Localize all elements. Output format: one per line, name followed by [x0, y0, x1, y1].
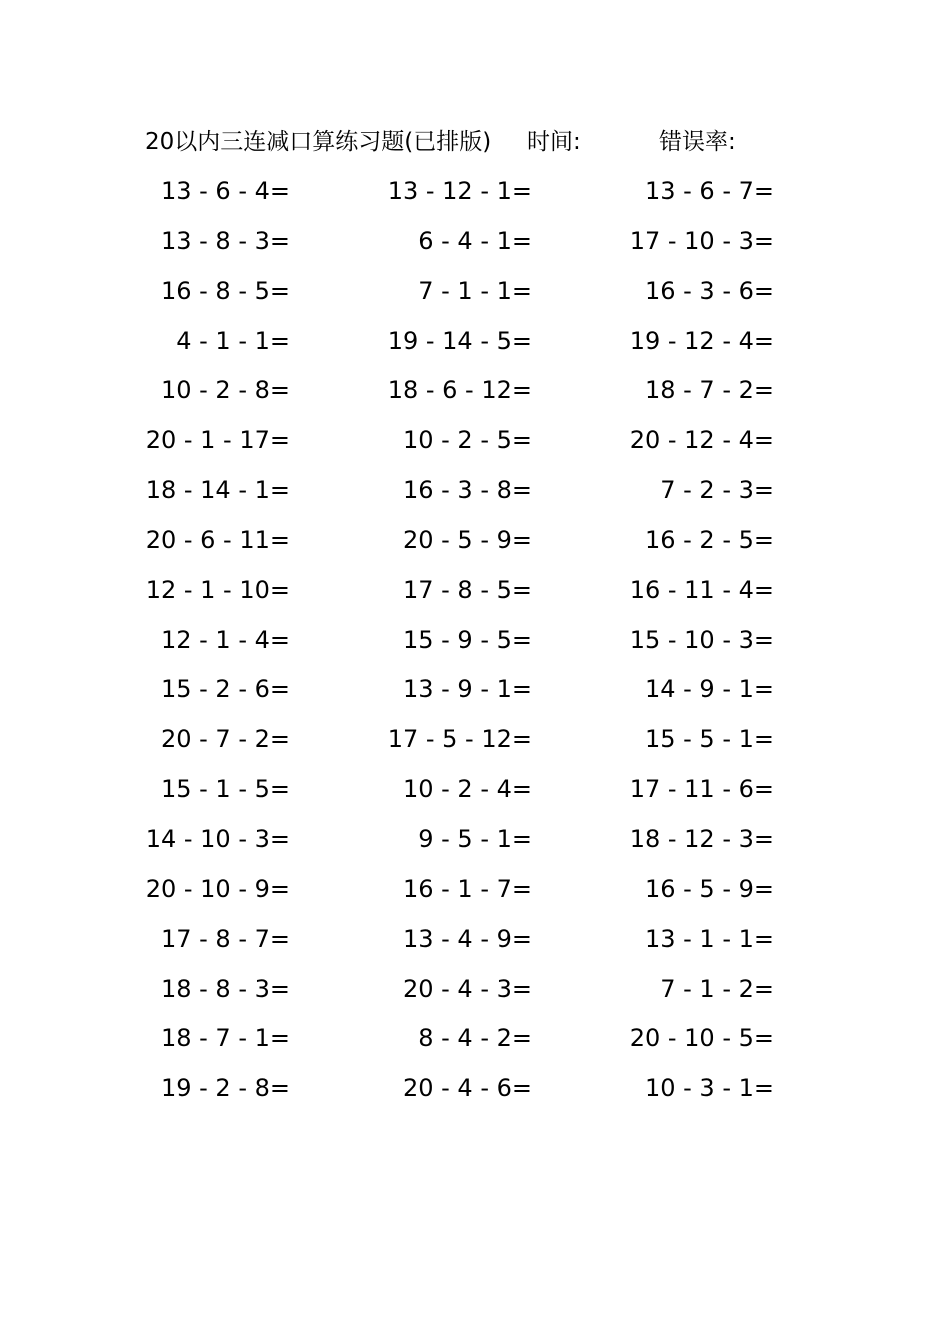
problem-item: 7 - 2 - 3= [660, 476, 774, 505]
problem-item: 16 - 8 - 5= [160, 276, 290, 305]
problem-row [0, 719, 950, 769]
problem-row [0, 171, 950, 221]
problem-item: 20 - 10 - 5= [629, 1024, 774, 1053]
problem-item: 17 - 8 - 7= [160, 924, 290, 953]
problem-item: 9 - 5 - 1= [418, 824, 532, 853]
problem-item: 6 - 4 - 1= [418, 226, 532, 255]
problem-row [0, 420, 950, 470]
problem-item: 15 - 9 - 5= [402, 625, 532, 654]
problem-item: 19 - 12 - 4= [629, 326, 774, 355]
problem-row [0, 620, 950, 670]
problem-row [0, 520, 950, 570]
error-rate-label: 错误率: [659, 129, 736, 155]
problem-row [0, 969, 950, 1019]
problem-item: 18 - 8 - 3= [160, 974, 290, 1003]
problem-item: 13 - 1 - 1= [644, 924, 774, 953]
problem-item: 13 - 8 - 3= [160, 226, 290, 255]
problem-item: 13 - 6 - 7= [644, 177, 774, 205]
problem-item: 15 - 2 - 6= [160, 675, 290, 704]
problem-item: 14 - 9 - 1= [644, 675, 774, 704]
problem-item: 17 - 10 - 3= [629, 226, 774, 255]
problem-row [0, 769, 950, 819]
problem-item: 18 - 6 - 12= [387, 376, 532, 405]
worksheet-header [145, 122, 845, 162]
problem-item: 13 - 9 - 1= [402, 675, 532, 704]
problem-item: 16 - 3 - 8= [402, 476, 532, 505]
problem-item: 16 - 1 - 7= [402, 874, 532, 903]
problem-item: 8 - 4 - 2= [418, 1024, 532, 1053]
problem-row [0, 570, 950, 620]
problem-item: 12 - 1 - 10= [145, 575, 290, 604]
problem-row [0, 869, 950, 919]
problem-item: 12 - 1 - 4= [160, 625, 290, 654]
problem-item: 14 - 10 - 3= [145, 824, 290, 853]
problem-item: 20 - 6 - 11= [145, 525, 290, 554]
problem-item: 18 - 12 - 3= [629, 824, 774, 853]
problem-item: 16 - 11 - 4= [629, 575, 774, 604]
problem-item: 13 - 12 - 1= [387, 177, 532, 205]
problem-item: 15 - 5 - 1= [644, 725, 774, 754]
problem-row [0, 321, 950, 371]
problem-row [0, 1068, 950, 1118]
problem-grid [0, 171, 950, 1118]
problem-item: 13 - 6 - 4= [160, 177, 290, 205]
problem-item: 15 - 1 - 5= [160, 775, 290, 804]
problem-item: 17 - 11 - 6= [629, 775, 774, 804]
problem-row [0, 370, 950, 420]
problem-item: 20 - 4 - 3= [402, 974, 532, 1003]
problem-item: 17 - 5 - 12= [387, 725, 532, 754]
problem-item: 19 - 2 - 8= [160, 1074, 290, 1103]
problem-item: 10 - 2 - 5= [402, 426, 532, 455]
problem-item: 20 - 4 - 6= [402, 1074, 532, 1103]
problem-row [0, 919, 950, 969]
problem-item: 20 - 1 - 17= [145, 426, 290, 455]
problem-item: 16 - 2 - 5= [644, 525, 774, 554]
problem-item: 16 - 3 - 6= [644, 276, 774, 305]
problem-row [0, 271, 950, 321]
problem-item: 13 - 4 - 9= [402, 924, 532, 953]
problem-item: 18 - 7 - 2= [644, 376, 774, 405]
problem-item: 7 - 1 - 1= [418, 276, 532, 305]
problem-row [0, 1018, 950, 1068]
problem-item: 4 - 1 - 1= [176, 326, 290, 355]
problem-item: 18 - 7 - 1= [160, 1024, 290, 1053]
problem-item: 15 - 10 - 3= [629, 625, 774, 654]
problem-item: 17 - 8 - 5= [402, 575, 532, 604]
problem-item: 16 - 5 - 9= [644, 874, 774, 903]
worksheet-title: 20以内三连减口算练习题(已排版) [145, 129, 492, 155]
problem-item: 7 - 1 - 2= [660, 974, 774, 1003]
problem-item: 10 - 2 - 4= [402, 775, 532, 804]
problem-item: 20 - 10 - 9= [145, 874, 290, 903]
problem-item: 18 - 14 - 1= [145, 476, 290, 505]
problem-item: 10 - 3 - 1= [644, 1074, 774, 1103]
problem-item: 20 - 7 - 2= [160, 725, 290, 754]
problem-row [0, 819, 950, 869]
time-label: 时间: [527, 129, 581, 155]
problem-item: 20 - 12 - 4= [629, 426, 774, 455]
problem-item: 19 - 14 - 5= [387, 326, 532, 355]
problem-row [0, 221, 950, 271]
problem-item: 10 - 2 - 8= [160, 376, 290, 405]
problem-item: 20 - 5 - 9= [402, 525, 532, 554]
problem-row [0, 470, 950, 520]
problem-row [0, 669, 950, 719]
